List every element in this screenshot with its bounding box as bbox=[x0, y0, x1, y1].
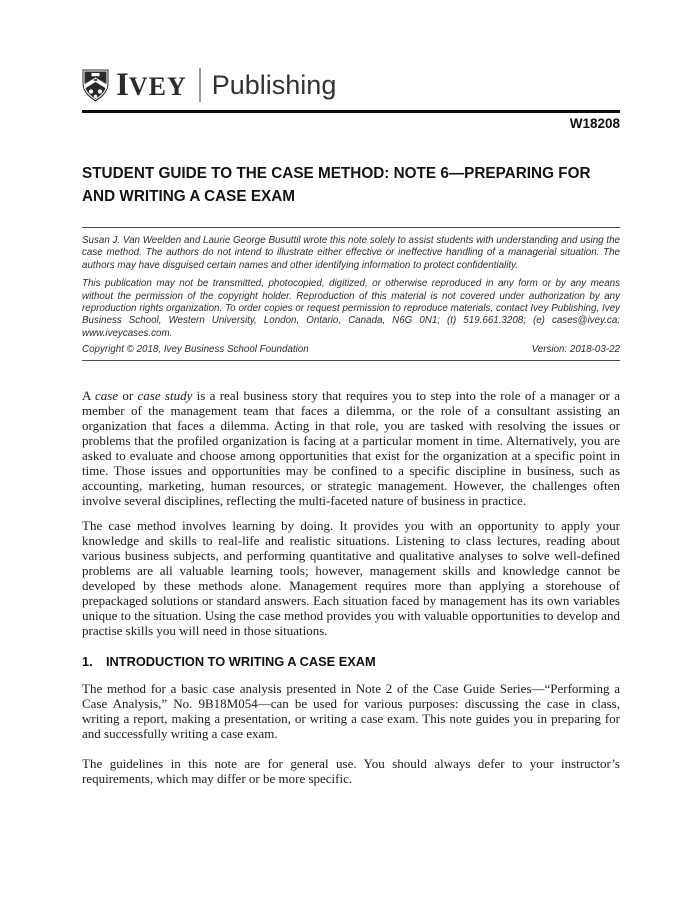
publisher-logo bbox=[82, 64, 620, 106]
permissions-note: This publication may not be transmitted, photocopied, digitized, or otherwise reproduced in any form or by any means without the permission of the copyright holder. Reproduction of this material is not covered under authorization by any reproduction rights organization. To order copies or request permission to reproduce materials, contact Ivey Publishing, Ivey Business School, Western University, London, Ontario, Canada, N6G 0N1; (t) 519.661.3208; (e) cases@ivey.ca; www.iveycases.com. bbox=[82, 278, 620, 339]
term-case: case bbox=[94, 387, 119, 403]
brand-initial: I bbox=[116, 66, 129, 103]
brand-wordmark bbox=[116, 66, 187, 103]
front-matter bbox=[82, 235, 620, 357]
attribution-note: Susan J. Van Weelden and Laurie George Busuttil wrote this note solely to assist students with understanding and using the case method. The authors do not intend to illustrate either effective or ineffective handling of a managerial situation. The authors may have disguised certain names and other identifying information to protect confidentiality. bbox=[82, 235, 620, 271]
section-1-heading bbox=[82, 654, 620, 669]
ivey-crest-shield-icon bbox=[82, 69, 109, 102]
body-paragraph-1 bbox=[82, 388, 620, 508]
document-code: W18208 bbox=[569, 116, 620, 131]
body-paragraph-4: The guidelines in this note are for general use. You should always defer to your instructor’s requirements, which may differ or be more specific. bbox=[82, 755, 620, 786]
brand-rest: VEY bbox=[128, 71, 187, 101]
logo-divider bbox=[199, 68, 201, 102]
para1-rest: is a real business story that requires you to step into the role of a manager or a member of the management team that faces a dilemma, or the role of a consultant assisting an organization that faces a dilemma. Acting in that role, you are tasked with resolving the issues or problems that the profiled organization is facing at a particular moment in time. Alternatively, you are asked to evaluate and choose among opportunities that exist for the organization at a specific point in time. Those issues and opportunities may be confined to a specific discipline in business, such as accounting, marketing, human resources, or strategic management. However, the challenges often involve several disciplines, reflecting the multi-faceted nature of business in practice. bbox=[82, 387, 620, 508]
term-case-study: case study bbox=[137, 387, 193, 403]
para1-prefix: A bbox=[82, 387, 95, 403]
copyright-line: Copyright © 2018, Ivey Business School Foundation bbox=[82, 344, 309, 356]
front-matter-bottom-rule bbox=[82, 360, 620, 361]
body-paragraph-2: The case method involves learning by doing. It provides you with an opportunity to apply your knowledge and skills to real-life and realistic situations. Listening to class lectures, reading about various business subjects, and performing quantitative and qualitative analyses to solve well-defined problems are all valuable learning tools; however, management skills and knowledge cannot be developed by these methods alone. Management requires more than applying a storehouse of prepackaged solutions or standard answers. Each situation faced by management has its own variables unique to the situation. Using the case method provides you with valuable opportunities to develop and practise skills you will need in those situations. bbox=[82, 517, 620, 638]
document-title: STUDENT GUIDE TO THE CASE METHOD: NOTE 6—PREPARING FOR AND WRITING A CASE EXAM bbox=[82, 165, 591, 205]
header-rule bbox=[82, 110, 620, 113]
document-body bbox=[82, 388, 620, 786]
brand-suffix: Publishing bbox=[211, 69, 337, 100]
version-label: Version: 2018-03-22 bbox=[531, 344, 620, 356]
body-paragraph-3: The method for a basic case analysis presented in Note 2 of the Case Guide Series—“Performing a Case Analysis,” No. 9B18M054—can be used for various purposes: discussing the case in class, writing a report, making a presentation, or writing a case exam. This note guides you in preparing for and successfully writing a case exam. bbox=[82, 680, 620, 741]
section-1-number: 1. bbox=[82, 653, 93, 669]
copyright-row bbox=[82, 344, 620, 356]
front-matter-top-rule bbox=[82, 227, 620, 228]
section-1-title: INTRODUCTION TO WRITING A CASE EXAM bbox=[106, 653, 376, 669]
para1-mid: or bbox=[118, 387, 138, 403]
